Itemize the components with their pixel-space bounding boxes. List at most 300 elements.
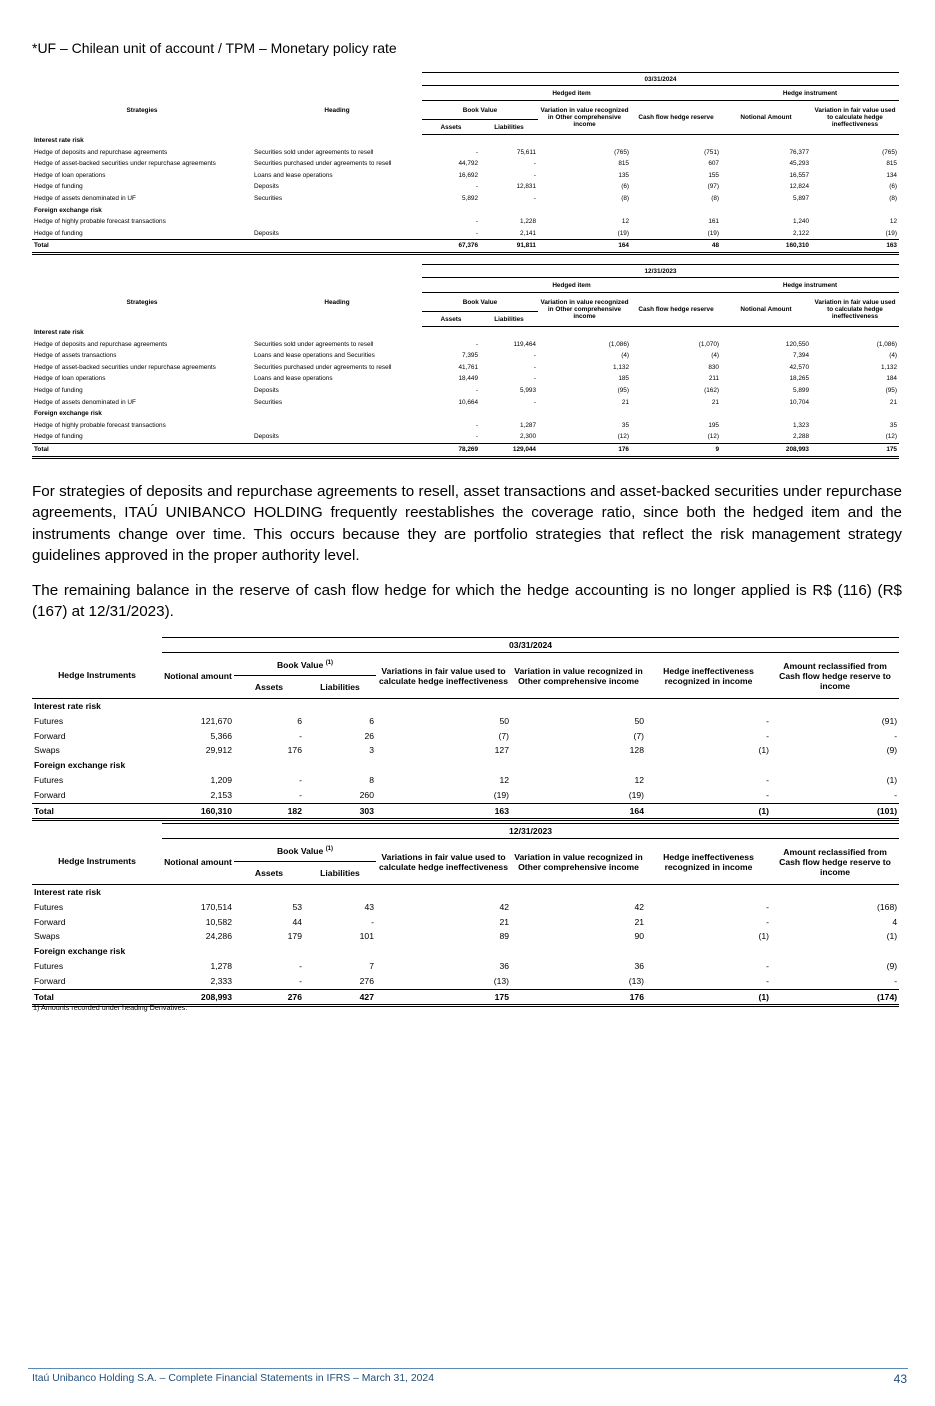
table-cell: 89 [499, 931, 509, 942]
table-cell: (4) [889, 352, 897, 360]
table-cell: 5,993 [520, 386, 536, 394]
col-assets: Assets [422, 120, 480, 135]
table-row [32, 900, 899, 915]
col-var-oci: Variation in value recognized in Other comprehensive income [511, 653, 646, 699]
table-cell: 260 [359, 789, 374, 800]
row-label: Securities sold under agreements to resell [254, 340, 374, 348]
table-cell: 134 [886, 171, 897, 179]
table-cell: 195 [708, 421, 719, 429]
table-cell: 21 [889, 398, 897, 406]
table-cell: 7 [369, 960, 374, 971]
table-cell: 6 [297, 715, 302, 726]
table-cell: - [533, 363, 536, 371]
table-cell: 170,514 [200, 901, 232, 912]
paragraph-remaining-balance: The remaining balance in the reserve of cash flow hedge for which the hedge accounting is no longer applied is R$ (116) (R$ (167) at 12/31/2023). [32, 582, 902, 621]
row-label [252, 443, 422, 457]
table-cell: 160,310 [162, 803, 234, 820]
col-cash-flow-reserve: Cash flow hedge reserve [631, 293, 721, 327]
table-cell: (13) [493, 975, 509, 986]
row-label: Futures [34, 715, 64, 726]
table-cell: - [766, 730, 769, 741]
col-assets: Assets [422, 312, 480, 327]
table-cell: (13) [628, 975, 644, 986]
col-heading: Heading [324, 106, 350, 114]
col-variation-oci: Variation in value recognized in Other comprehensive income [538, 101, 631, 135]
table-cell: 830 [708, 363, 719, 371]
row-label: Hedge of deposits and repurchase agreements [34, 148, 168, 156]
table-cell: - [533, 160, 536, 168]
table-cell: 164 [538, 240, 631, 254]
table-cell: (9) [886, 960, 898, 971]
table-cell: 163 [811, 240, 899, 254]
col-strategies: Strategies [126, 298, 158, 306]
section-label: Foreign exchange risk [34, 206, 102, 214]
table-row [32, 228, 899, 240]
table-cell: - [475, 340, 478, 348]
col-hedged-item: Hedged item [422, 86, 721, 101]
row-label: Hedge of asset-backed securities under repurchase agreements [34, 363, 216, 371]
table-cell: 182 [234, 803, 304, 820]
row-label: Swaps [34, 745, 60, 756]
table-row [32, 788, 899, 803]
table-row [32, 170, 899, 182]
row-label [252, 240, 422, 254]
table-cell: 2,153 [210, 789, 232, 800]
table-row [32, 431, 899, 443]
table-row [32, 373, 899, 385]
table-cell: 161 [708, 218, 719, 226]
col-cash-flow-reserve: Cash flow hedge reserve [631, 101, 721, 135]
table-cell: - [894, 789, 898, 800]
table-cell: (4) [621, 352, 629, 360]
col-liabilities: Liabilities [480, 312, 538, 327]
table-row [32, 362, 899, 374]
table-cell: 18,265 [789, 375, 809, 383]
table-row [32, 193, 899, 205]
row-label: Securities [254, 398, 283, 406]
row-label: Forward [34, 730, 66, 741]
table-cell: - [533, 398, 536, 406]
table-cell: 12 [634, 774, 644, 785]
row-label: Hedge of highly probable forecast transactions [34, 421, 166, 429]
col-liabilities: Liabilities [480, 120, 538, 135]
table-cell: 155 [708, 171, 719, 179]
table-cell: 276 [359, 975, 374, 986]
row-label: Securities [254, 194, 283, 202]
row-label: Hedge of deposits and repurchase agreements [34, 340, 168, 348]
table-cell: 18,449 [458, 375, 478, 383]
col-var-oci: Variation in value recognized in Other comprehensive income [511, 839, 646, 885]
table-cell: - [766, 715, 769, 726]
col-variation-oci: Variation in value recognized in Other comprehensive income [538, 293, 631, 327]
table-cell: - [766, 960, 769, 971]
col-book-value: Book Value [422, 101, 538, 120]
table-cell: 78,269 [422, 443, 480, 457]
section-label: Interest rate risk [34, 887, 101, 897]
table-cell: 24,286 [205, 931, 232, 942]
row-label: Hedge of funding [34, 433, 83, 441]
table-row [32, 397, 899, 409]
table-cell: 67,376 [422, 240, 480, 254]
table-cell: (168) [877, 901, 898, 912]
table-cell: (12) [617, 433, 629, 441]
table-cell: 12,831 [516, 183, 536, 191]
section-label: Interest rate risk [34, 137, 84, 144]
row-label: Forward [34, 789, 66, 800]
table-cell: (1) [758, 745, 769, 756]
section-row [32, 327, 899, 339]
table-cell: 1,240 [793, 218, 809, 226]
table-cell: 160,310 [721, 240, 811, 254]
table-cell: (1,086) [876, 340, 897, 348]
table-row [32, 350, 899, 362]
table-cell: - [299, 789, 302, 800]
table-cell: (765) [882, 148, 897, 156]
col-notional-amount: Notional Amount [721, 101, 811, 135]
col-ineffectiveness: Hedge ineffectiveness recognized in income [646, 653, 771, 699]
row-label: Hedge of funding [34, 386, 83, 394]
table-cell: (1) [646, 803, 771, 820]
table-cell: 1,132 [881, 363, 897, 371]
row-label [252, 420, 422, 432]
table-cell: 12 [889, 218, 897, 226]
col-ineffectiveness: Hedge ineffectiveness recognized in income [646, 839, 771, 885]
book-value-label: Book Value [276, 845, 324, 856]
row-label: Hedge of assets transactions [34, 352, 117, 360]
table-cell: 120,550 [785, 340, 809, 348]
hedge-instruments-table-2023 [32, 823, 899, 1007]
section-label: Foreign exchange risk [34, 410, 102, 418]
table-cell: 427 [304, 989, 376, 1006]
total-row [32, 803, 899, 820]
table-row [32, 959, 899, 974]
book-value-sup: (1) [325, 846, 334, 853]
table-cell: 12 [499, 774, 509, 785]
table-cell: - [533, 171, 536, 179]
table-cell: 42,570 [789, 363, 809, 371]
total-row [32, 240, 899, 254]
table-cell: 815 [618, 160, 629, 168]
table-row [32, 181, 899, 193]
book-value-label: Book Value [276, 659, 324, 670]
table-cell: 16,557 [789, 171, 809, 179]
table-cell: 10,582 [205, 916, 232, 927]
table-cell: 10,664 [458, 398, 478, 406]
table-cell: (7) [498, 730, 509, 741]
table-cell: (8) [621, 194, 629, 202]
table-cell: 12 [621, 218, 629, 226]
section-row [32, 758, 899, 773]
table-cell: - [475, 421, 478, 429]
strategies-table-2024 [32, 72, 899, 255]
row-label: Deposits [254, 229, 279, 237]
table-cell: - [475, 218, 478, 226]
table-cell: (19) [628, 789, 644, 800]
table-cell: 21 [499, 916, 509, 927]
table-cell: 1,278 [210, 960, 232, 971]
paragraph-coverage-ratio: For strategies of deposits and repurchase agreements to resell, asset transactions and asset-backed securities under repurchase agreements, ITAÚ UNIBANCO HOLDING frequently reestablishes the coverage ratio, since both the hedged item and the instruments change over time. This occurs because they are portfolio strategies that reflect the risk management strategy guidelines approved in the proper authority level. [32, 483, 902, 565]
table-cell: - [766, 789, 769, 800]
table-row [32, 216, 899, 228]
table-cell: 35 [889, 421, 897, 429]
col-liabilities: Liabilities [304, 862, 376, 885]
table-cell: 1,323 [793, 421, 809, 429]
col-heading: Heading [324, 298, 350, 306]
table-cell: (751) [704, 148, 719, 156]
table-date: 12/31/2023 [162, 824, 899, 839]
row-label: Hedge of loan operations [34, 171, 106, 179]
footer-divider [28, 1368, 908, 1369]
col-hedge-instrument: Hedge instrument [721, 86, 899, 101]
table-cell: 1,287 [520, 421, 536, 429]
table-cell: 10,704 [789, 398, 809, 406]
table-cell: 119,464 [513, 340, 536, 348]
page-number: 43 [893, 1372, 907, 1386]
table-cell: 135 [618, 171, 629, 179]
table-cell: 129,044 [480, 443, 538, 457]
section-row [32, 885, 899, 900]
col-reclassified: Amount reclassified from Cash flow hedge reserve to income [771, 839, 899, 885]
table-cell: (6) [621, 183, 629, 191]
table-cell: - [475, 386, 478, 394]
table-cell: 179 [287, 931, 302, 942]
table-cell: 175 [376, 989, 511, 1006]
table-cell: 42 [499, 901, 509, 912]
table-cell: 43 [364, 901, 374, 912]
table-cell: (1,086) [608, 340, 629, 348]
table-cell: 176 [511, 989, 646, 1006]
col-var-fair: Variations in fair value used to calculate hedge ineffectiveness [376, 653, 511, 699]
table-cell: 163 [376, 803, 511, 820]
table-cell: (8) [889, 194, 897, 202]
table-cell: 21 [621, 398, 629, 406]
table-cell: 21 [634, 916, 644, 927]
table-cell: 42 [634, 901, 644, 912]
row-label: Total [32, 803, 162, 820]
table-cell: (7) [633, 730, 644, 741]
table-cell: 44 [292, 916, 302, 927]
table-cell: 3 [369, 745, 374, 756]
table-cell: - [766, 916, 769, 927]
top-note: *UF – Chilean unit of account / TPM – Monetary policy rate [32, 40, 397, 56]
row-label: Hedge of funding [34, 229, 83, 237]
table-cell: 1,228 [520, 218, 536, 226]
hedge-instruments-table-2024 [32, 637, 899, 821]
table-cell: 1,132 [613, 363, 629, 371]
row-label: Loans and lease operations [254, 375, 333, 383]
table-cell: (765) [614, 148, 629, 156]
row-label: Futures [34, 960, 64, 971]
table-cell: - [371, 916, 374, 927]
row-label: Forward [34, 975, 66, 986]
table-cell: 2,300 [520, 433, 536, 441]
table-cell: - [766, 901, 769, 912]
table-cell: (1) [758, 931, 769, 942]
table-cell: 16,692 [458, 171, 478, 179]
table-cell: 45,293 [789, 160, 809, 168]
row-label: Total [32, 443, 252, 457]
table-row [32, 158, 899, 170]
col-assets: Assets [234, 862, 304, 885]
table-cell: (101) [771, 803, 899, 820]
section-row [32, 408, 899, 420]
table-cell: (1,070) [698, 340, 719, 348]
col-variation-fair: Variation in fair value used to calculate hedge ineffectiveness [811, 293, 899, 327]
table-cell: (91) [881, 715, 898, 726]
table-cell: 815 [886, 160, 897, 168]
table-cell: 2,333 [210, 975, 232, 986]
table-cell: - [533, 194, 536, 202]
table-cell: - [475, 183, 478, 191]
table-cell: 5,897 [793, 194, 809, 202]
section-row [32, 699, 899, 714]
row-label: Hedge of highly probable forecast transactions [34, 218, 166, 226]
table-row [32, 420, 899, 432]
table-row [32, 743, 899, 758]
table-row [32, 147, 899, 159]
col-reclassified: Amount reclassified from Cash flow hedge reserve to income [771, 653, 899, 699]
col-strategies: Strategies [126, 106, 158, 114]
table-cell: 208,993 [721, 443, 811, 457]
table-cell: 1,209 [210, 774, 232, 785]
table-cell: 5,366 [210, 730, 232, 741]
table-cell: 9 [631, 443, 721, 457]
row-label [252, 216, 422, 228]
table-cell: 21 [711, 398, 719, 406]
table-cell: 6 [369, 715, 374, 726]
table-cell: 29,912 [205, 745, 232, 756]
table-cell: - [766, 774, 769, 785]
table-cell: 12,824 [789, 183, 809, 191]
row-label: Futures [34, 901, 64, 912]
table-cell: 50 [499, 715, 509, 726]
row-label: Securities purchased under agreements to resell [254, 363, 392, 371]
col-book-value [234, 839, 376, 862]
table-cell: 7,395 [462, 352, 478, 360]
table-cell: (19) [707, 229, 719, 237]
section-label: Interest rate risk [34, 701, 101, 711]
table-cell: 101 [359, 931, 374, 942]
table-cell: 176 [287, 745, 302, 756]
row-label: Swaps [34, 931, 60, 942]
col-var-fair: Variations in fair value used to calculate hedge ineffectiveness [376, 839, 511, 885]
section-label: Foreign exchange risk [34, 760, 126, 771]
row-label: Loans and lease operations [254, 171, 333, 179]
table-row [32, 339, 899, 351]
row-label: Loans and lease operations and Securities [254, 352, 375, 360]
table-cell: 164 [511, 803, 646, 820]
footer-title: Itaú Unibanco Holding S.A. – Complete Financial Statements in IFRS – March 31, 2024 [32, 1373, 434, 1384]
table-cell: 90 [634, 931, 644, 942]
row-label: Deposits [254, 386, 279, 394]
table-cell: (19) [885, 229, 897, 237]
col-book-value [234, 653, 376, 676]
table-row [32, 729, 899, 744]
table-cell: 2,122 [793, 229, 809, 237]
table-cell: (19) [493, 789, 509, 800]
col-book-value: Book Value [422, 293, 538, 312]
table-cell: - [475, 433, 478, 441]
table-cell: 36 [499, 960, 509, 971]
row-label: Total [32, 240, 252, 254]
table-cell: 76,377 [789, 148, 809, 156]
table-cell: 91,811 [480, 240, 538, 254]
table-cell: 7,394 [793, 352, 809, 360]
table-cell: - [894, 975, 898, 986]
table-cell: (19) [617, 229, 629, 237]
table-cell: - [894, 730, 898, 741]
table-row [32, 714, 899, 729]
row-label: Hedge of assets denominated in UF [34, 194, 136, 202]
row-label: Hedge of loan operations [34, 375, 106, 383]
row-label: Deposits [254, 433, 279, 441]
col-variation-fair: Variation in fair value used to calculate hedge ineffectiveness [811, 101, 899, 135]
table-cell: - [299, 960, 302, 971]
col-hedge-instruments: Hedge Instruments [32, 839, 162, 885]
table-cell: 26 [364, 730, 374, 741]
col-hedged-item: Hedged item [422, 278, 721, 293]
table-cell: 48 [631, 240, 721, 254]
table-cell: (9) [886, 745, 898, 756]
table-row [32, 385, 899, 397]
table-cell: 41,761 [458, 363, 478, 371]
col-notional: Notional amount [162, 653, 234, 699]
col-hedge-instrument: Hedge instrument [721, 278, 899, 293]
table-cell: 5,899 [793, 386, 809, 394]
table-cell: - [766, 975, 769, 986]
col-hedge-instruments: Hedge Instruments [32, 653, 162, 699]
row-label: Total [32, 989, 162, 1006]
table-cell: (162) [704, 386, 719, 394]
col-assets: Assets [234, 676, 304, 699]
table-cell: (1) [886, 774, 898, 785]
table-cell: 50 [634, 715, 644, 726]
table-cell: - [299, 774, 302, 785]
table-cell: 276 [234, 989, 304, 1006]
table-row [32, 974, 899, 989]
row-label: Hedge of asset-backed securities under repurchase agreements [34, 160, 216, 168]
section-row [32, 205, 899, 217]
row-label: Securities sold under agreements to resell [254, 148, 374, 156]
table-cell: 53 [292, 901, 302, 912]
table-cell: - [299, 730, 302, 741]
table-cell: - [475, 229, 478, 237]
table-cell: - [533, 352, 536, 360]
table-cell: 35 [621, 421, 629, 429]
table-cell: (6) [889, 183, 897, 191]
row-label: Deposits [254, 183, 279, 191]
table-date: 03/31/2024 [162, 638, 899, 653]
table-cell: (4) [711, 352, 719, 360]
table-cell: (12) [707, 433, 719, 441]
row-label: Hedge of assets denominated in UF [34, 398, 136, 406]
section-row [32, 944, 899, 959]
table-date: 03/31/2024 [422, 73, 899, 86]
table-cell: 607 [708, 160, 719, 168]
table-cell: 2,288 [793, 433, 809, 441]
table-cell: 184 [886, 375, 897, 383]
table-date: 12/31/2023 [422, 265, 899, 278]
table-cell: (174) [771, 989, 899, 1006]
table-cell: 127 [494, 745, 509, 756]
table-cell: 175 [811, 443, 899, 457]
table-cell: 44,792 [458, 160, 478, 168]
table-cell: (12) [885, 433, 897, 441]
table-cell: - [533, 375, 536, 383]
table-cell: 128 [629, 745, 644, 756]
footnote: 1) Amounts recorded under heading Derivatives. [33, 1003, 188, 1012]
section-label: Foreign exchange risk [34, 946, 126, 957]
